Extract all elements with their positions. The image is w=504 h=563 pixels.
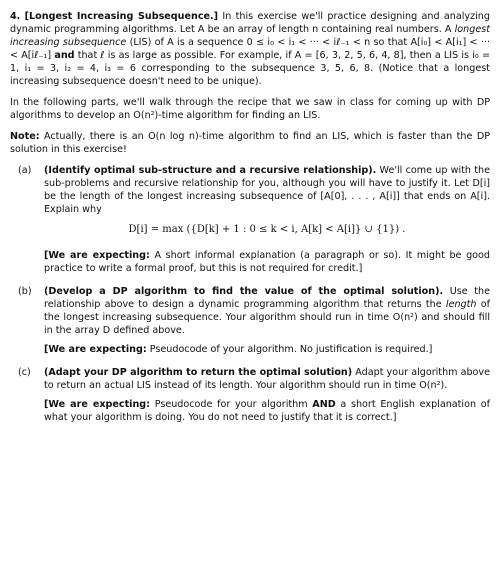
problem-lead-2: (LIS) of A is a sequence 0 ≤ i₀ < i₁ < ··· < iℓ₋₁ < n so that A[i₀] < A[i₁] < ··· < A[iℓ₋₁]: [10, 37, 490, 61]
part-a-expect-label: [We are expecting:: [44, 250, 150, 261]
part-a-body: [44, 164, 490, 216]
part-a-text: We'll come up with the sub-problems and recursive relationship for you, although you will have to justify it. Let D[i] be the length of the longest increasing subsequence of [A[0], . . . , A[i]] that ends on A[i]. Explain why: [44, 165, 491, 215]
part-b-label: (b): [18, 286, 32, 297]
part-b-expect-label: [We are expecting:: [44, 344, 147, 355]
part-c-expect-label: [We are expecting:: [44, 399, 150, 410]
problem-number: 4.: [10, 11, 21, 22]
note-label: Note:: [10, 131, 40, 142]
note-text: Actually, there is an O(n log n)-time algorithm to find an LIS, which is faster than the DP solution in this exercise!: [10, 131, 490, 155]
part-c-label: (c): [18, 367, 31, 378]
part-c: [10, 366, 490, 392]
part-c-text: Adapt your algorithm above to return an actual LIS instead of its length. Your algorithm should run in time O(n²).: [44, 367, 490, 391]
problem-lead: In this exercise we'll practice designing and analyzing dynamic programming algorithms. Let A be an array of length n containing real numbers. A: [10, 11, 490, 35]
problem-title: [Longest Increasing Subsequence.]: [24, 11, 219, 22]
part-b-title: (Develop a DP algorithm to find the value of the optimal solution).: [44, 286, 444, 297]
recurrence-equation: D[i] = max ({D[k] + 1 : 0 ≤ k < i, A[k] < A[i]} ∪ {1}) .: [128, 224, 406, 235]
part-c-title: (Adapt your DP algorithm to return the optimal solution): [44, 367, 353, 378]
part-b-text-1: Use the relationship above to design a dynamic programming algorithm that returns the: [44, 286, 490, 310]
part-c-expect-text-1: Pseudocode for your algorithm: [150, 399, 313, 410]
part-a: [10, 164, 490, 243]
problem-lead-4: that ℓ is as large as possible. For example, if A = [6, 3, 2, 5, 6, 4, 8], then a LIS is i₀ = 1, i₁ = 3, i₂ = 4, i₃ = 6 corresponding to the subsequence 3, 5, 6, 8. (Notice that a longest increasing subsequence doesn't need to be unique).: [10, 50, 490, 87]
part-c-expecting: [36, 398, 490, 424]
note-paragraph: [10, 130, 490, 156]
part-b-expect-text: Pseudocode of your algorithm. No justification is required.]: [146, 344, 433, 355]
intro-paragraph: In the following parts, we'll walk through the recipe that we saw in class for coming up with DP algorithms to develop an O(n²)-time algorithm for finding an LIS.: [10, 97, 490, 121]
part-c-body: [44, 366, 490, 392]
part-b-expecting: [36, 343, 490, 356]
part-a-expect-text: A short informal explanation (a paragraph or so). It might be good practice to write a formal proof, but this is not required for credit.]: [44, 250, 490, 274]
part-c-expect-text-2: a short English explanation of what your algorithm is doing. You do not need to justify that it is correct.]: [44, 399, 490, 423]
part-a-title: (Identify optimal sub-structure and a recursive relationship).: [44, 165, 377, 176]
part-b-text-2: of the longest increasing subsequence. Your algorithm should run in time O(n²) and should fill in the array D defined above.: [44, 299, 490, 336]
part-b-text-em: length: [445, 299, 477, 310]
problem-and: and: [54, 50, 75, 61]
part-b-body: [44, 285, 490, 337]
part-a-expecting: [36, 249, 490, 275]
part-a-label: (a): [18, 165, 32, 176]
part-b: [10, 285, 490, 337]
lis-term: longest increasing subsequence: [10, 24, 490, 48]
part-c-expect-and: AND: [312, 399, 336, 410]
problem-statement: [10, 10, 490, 88]
